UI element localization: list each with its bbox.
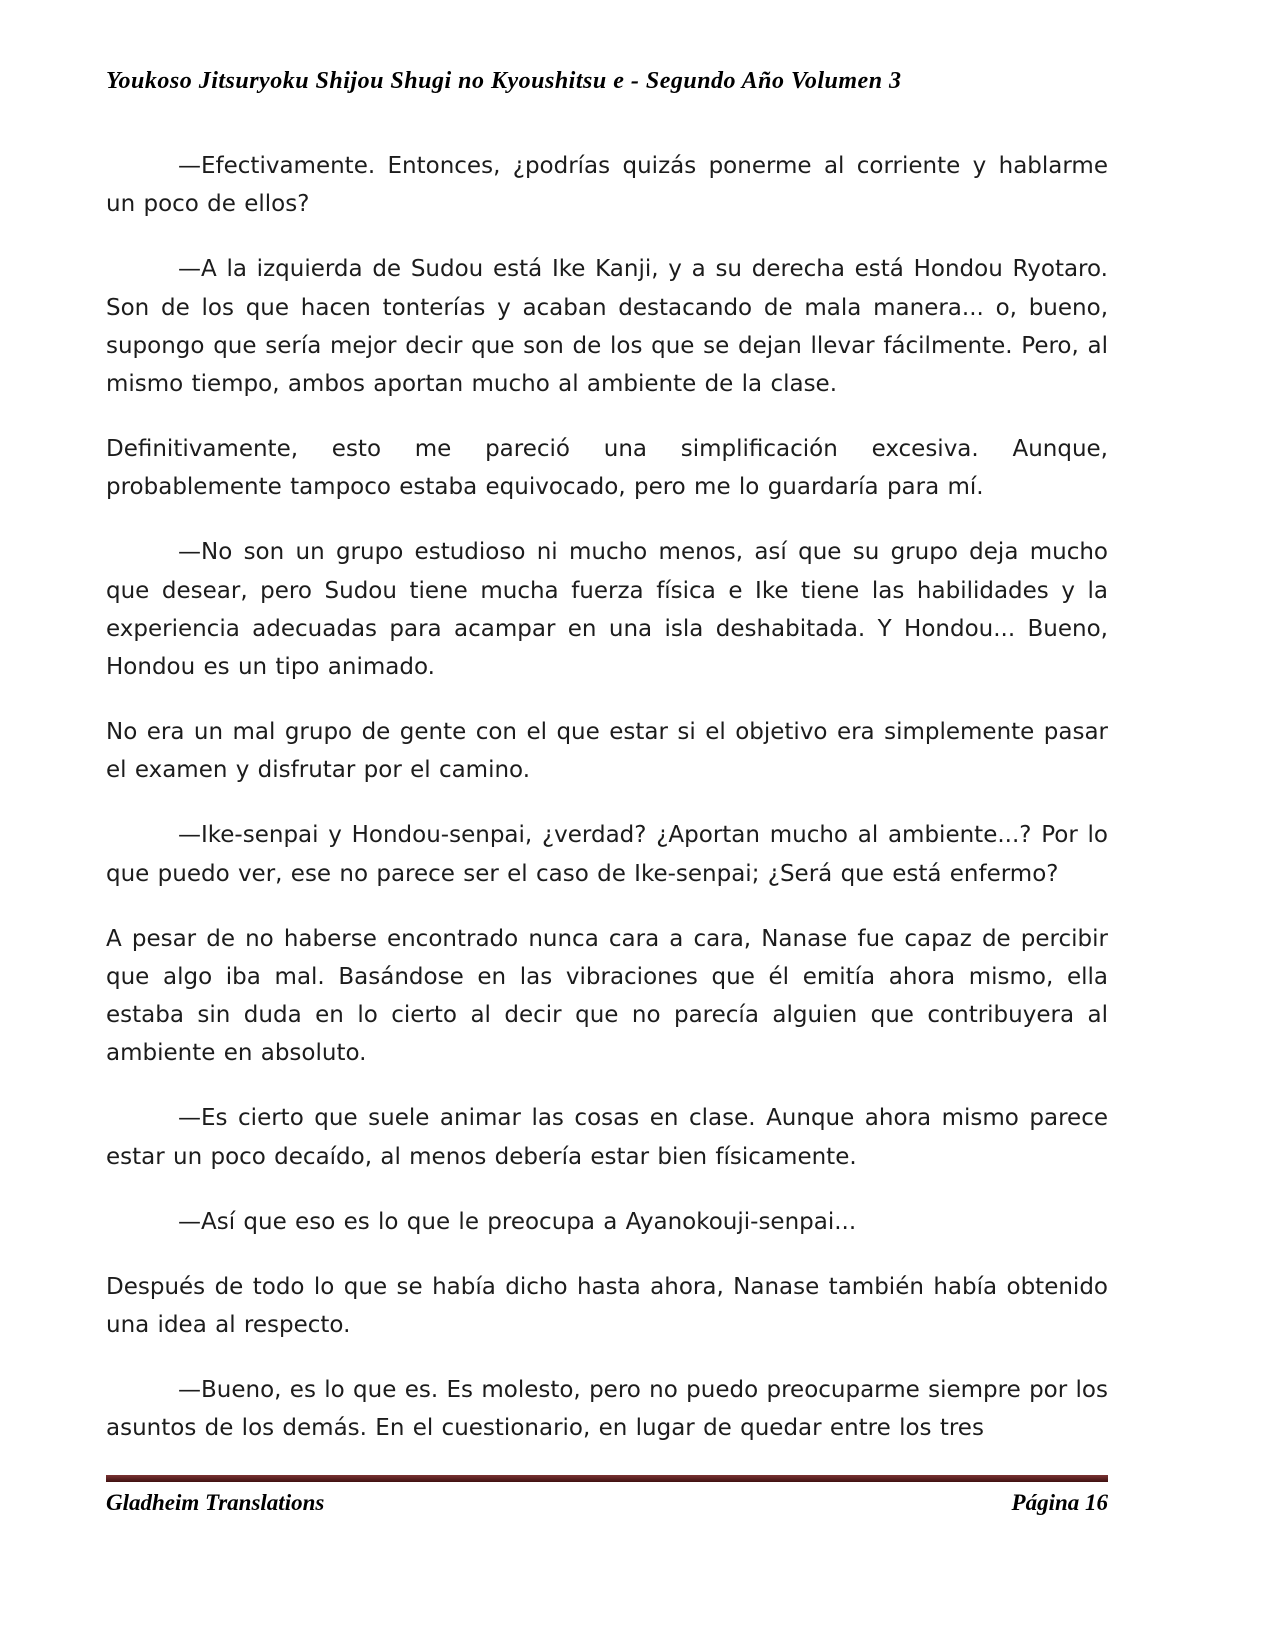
page-footer-block <box>106 1475 1108 1516</box>
paragraph-dialogue: —Ike-senpai y Hondou-senpai, ¿verdad? ¿Aportan mucho al ambiente...? Por lo que puedo ver, ese no parece ser el caso de Ike-senpai; ¿Será que está enfermo? <box>106 822 1108 887</box>
paragraph-dialogue: —A la izquierda de Sudou está Ike Kanji, y a su derecha está Hondou Ryotaro. Son de los que hacen tonterías y acaban destacando de mala manera... o, bueno, supongo que sería mejor decir que son de los que se dejan llevar fácilmente. Pero, al mismo tiempo, ambos aportan mucho al ambiente de la clase. <box>106 256 1108 397</box>
header-title: Youkoso Jitsuryoku Shijou Shugi no Kyoushitsu e - Segundo Año Volumen 3 <box>106 68 902 94</box>
paragraph-narration: No era un mal grupo de gente con el que estar si el objetivo era simplemente pasar el examen y disfrutar por el camino. <box>106 719 1108 784</box>
footer-page-number: Página 16 <box>1011 1489 1108 1515</box>
paragraph-dialogue: —Es cierto que suele animar las cosas en clase. Aunque ahora mismo parece estar un poco decaído, al menos debería estar bien físicamente. <box>106 1105 1108 1170</box>
paragraph-dialogue: —Efectivamente. Entonces, ¿podrías quizás ponerme al corriente y hablarme un poco de ellos? <box>106 153 1108 218</box>
paragraph-dialogue: —Bueno, es lo que es. Es molesto, pero no puedo preocuparme siempre por los asuntos de los demás. En el cuestionario, en lugar de quedar entre los tres <box>106 1377 1108 1442</box>
page-footer <box>106 1490 1108 1516</box>
paragraph-narration: Definitivamente, esto me pareció una simplificación excesiva. Aunque, probablemente tampoco estaba equivocado, pero me lo guardaría para mí. <box>106 436 1108 501</box>
paragraph-narration: Después de todo lo que se había dicho hasta ahora, Nanase también había obtenido una idea al respecto. <box>106 1273 1108 1339</box>
document-body <box>106 147 1108 1475</box>
footer-translator-name: Gladheim Translations <box>106 1489 325 1515</box>
footer-rule <box>106 1475 1108 1482</box>
paragraph-dialogue: —No son un grupo estudioso ni mucho menos, así que su grupo deja mucho que desear, pero Sudou tiene mucha fuerza física e Ike tiene las habilidades y la experiencia adecuadas para acampar en una isla deshabitada. Y Hondou... Bueno, Hondou es un tipo animado. <box>106 539 1108 680</box>
paragraph-dialogue: —Así que eso es lo que le preocupa a Ayanokouji-senpai... <box>178 1208 857 1235</box>
paragraph-narration: A pesar de no haberse encontrado nunca cara a cara, Nanase fue capaz de percibir que algo iba mal. Basándose en las vibraciones que él emitía ahora mismo, ella estaba sin duda en lo cierto al decir que no parecía alguien que contribuyera al ambiente en absoluto. <box>106 925 1108 1067</box>
page-header <box>106 68 1108 95</box>
